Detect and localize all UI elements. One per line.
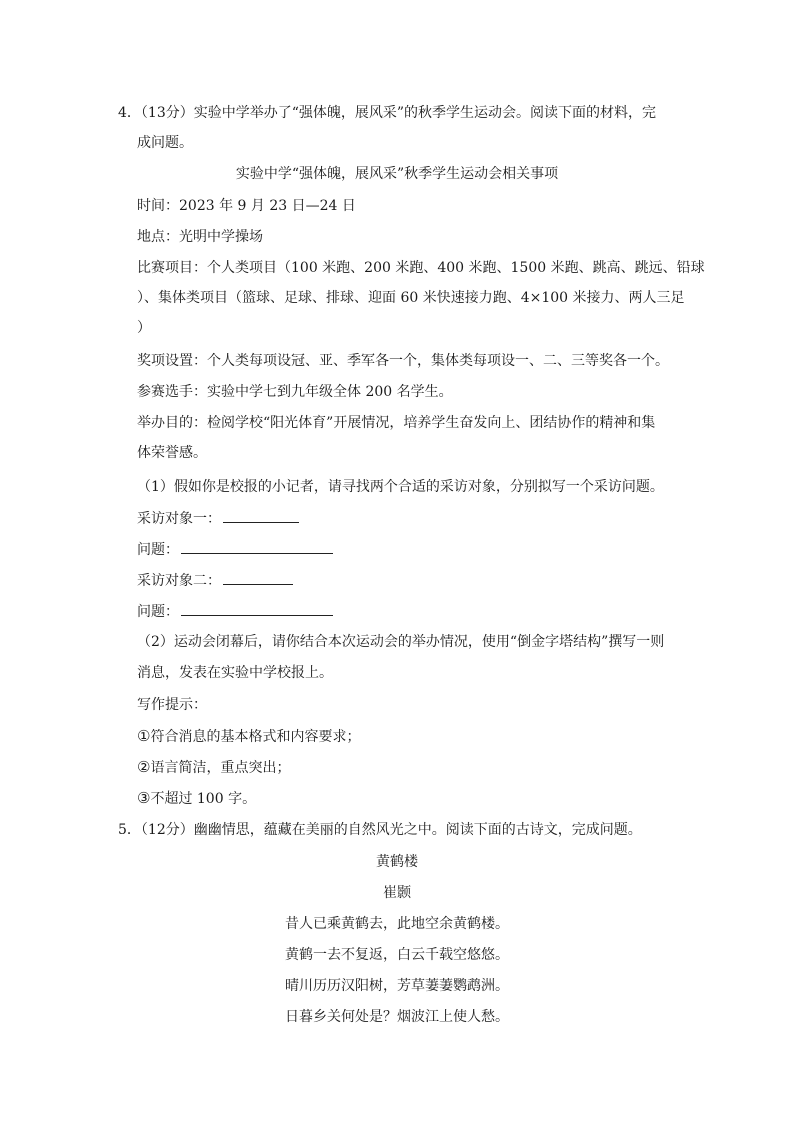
- question-4-prompt: 4．（13分）实验中学举办了“强体魄，展风采”的秋季学生运动会。阅读下面的材料，完: [118, 105, 657, 121]
- poem-title: 黄鹤楼: [376, 854, 418, 870]
- interviewee-1-blank[interactable]: [223, 508, 299, 523]
- sub-question-2-line-1: （2）运动会闭幕后，请你结合本次运动会的举办情况，使用“倒金字塔结构”撰写一则: [137, 634, 665, 650]
- purpose-line-2: 体荣誉感。: [137, 445, 207, 461]
- question-1-label: 问题：: [137, 542, 179, 558]
- award-settings: 奖项设置：个人类每项设冠、亚、季军各一个，集体类每项设一、二、三等奖各一个。: [137, 353, 669, 369]
- sub-question-1: （1）假如你是校报的小记者，请寻找两个合适的采访对象，分别拟写一个采访问题。: [137, 479, 664, 495]
- event-items-line-2: ）、集体类项目（篮球、足球、排球、迎面 60 米快速接力跑、4×100 米接力、两人三足: [137, 290, 685, 306]
- writing-tip-3: [137, 788, 256, 809]
- event-place: 地点：光明中学操场: [137, 229, 263, 245]
- question-1-row: [137, 539, 333, 560]
- interviewee-2-blank[interactable]: [223, 570, 293, 585]
- poem-verse-4: 日暮乡关何处是？烟波江上使人愁。: [285, 1009, 509, 1025]
- question-2-blank[interactable]: [181, 601, 333, 616]
- sub-question-2-line-2: 消息，发表在实验中学校报上。: [137, 665, 333, 681]
- event-time: 时间：2023 年 9 月 23 日—24 日: [137, 198, 356, 214]
- writing-tips-label: 写作提示：: [137, 697, 207, 713]
- poem-verse-3: 晴川历历汉阳树，芳草萋萋鹦鹉洲。: [285, 978, 509, 994]
- event-items-line-1: 比赛项目：个人类项目（100 米跑、200 米跑、400 米跑、1500 米跑、跳高、跳远、铅球: [137, 260, 705, 276]
- event-items-line-3: ）: [137, 320, 151, 336]
- circled-two-marker: ②: [137, 758, 151, 776]
- question-2-row: [137, 601, 333, 622]
- question-2-label: 问题：: [137, 604, 179, 620]
- writing-tip-1-text: 符合消息的基本格式和内容要求；: [150, 729, 361, 745]
- poem-verse-1: 昔人已乘黄鹤去，此地空余黄鹤楼。: [285, 916, 509, 932]
- interviewee-2-label: 采访对象二：: [137, 573, 221, 589]
- question-4-prompt-cont: 成问题。: [137, 135, 193, 151]
- material-title: 实验中学“强体魄，展风采”秋季学生运动会相关事项: [235, 166, 559, 182]
- circled-one-marker: ①: [137, 727, 151, 745]
- poem-verse-2: 黄鹤一去不复返，白云千载空悠悠。: [285, 947, 509, 963]
- writing-tip-2-text: 语言简洁，重点突出；: [150, 760, 291, 776]
- interviewee-1-label: 采访对象一：: [137, 511, 221, 527]
- writing-tip-2: [137, 757, 290, 778]
- writing-tip-1: [137, 726, 360, 747]
- writing-tip-3-text: 不超过 100 字。: [150, 791, 257, 807]
- question-1-blank[interactable]: [181, 539, 333, 554]
- purpose-line-1: 举办目的：检阅学校“阳光体育”开展情况，培养学生奋发向上、团结协作的精神和集: [137, 415, 656, 431]
- interviewee-2-row: [137, 570, 293, 591]
- interviewee-1-row: [137, 508, 299, 529]
- participants: 参赛选手：实验中学七到九年级全体 200 名学生。: [137, 384, 453, 400]
- circled-three-marker: ③: [137, 789, 151, 807]
- poem-author: 崔颢: [383, 885, 411, 901]
- question-5-prompt: 5．（12分）幽幽情思，蕴藏在美丽的自然风光之中。阅读下面的古诗文，完成问题。: [118, 822, 642, 838]
